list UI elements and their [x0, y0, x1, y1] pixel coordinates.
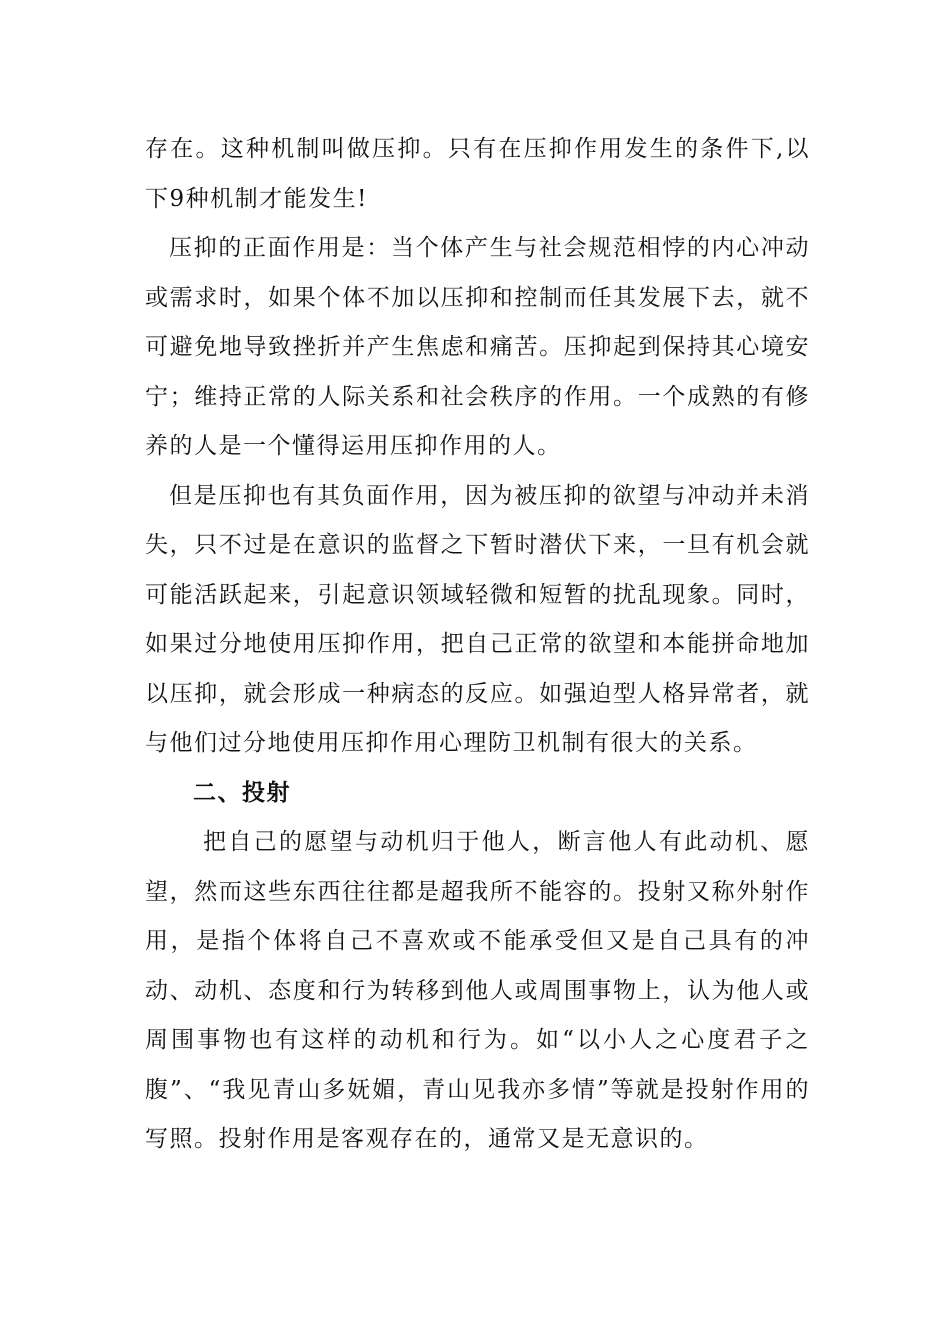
paragraph-projection: 把自己的愿望与动机归于他人，断言他人有此动机、愿望，然而这些东西往往都是超我所不能容的。投射又称外射作用，是指个体将自己不喜欢或不能承受但又是自己具有的冲动、动机、态度和行为转移到他人或周围事物上，认为他人或周围事物也有这样的动机和行为。如“以小人之心度君子之腹”、“我见青山多妩媚，青山见我亦多情”等就是投射作用的写照。投射作用是客观存在的，通常又是无意识的。 — [145, 829, 810, 1152]
paragraph-continuation: 存在。这种机制叫做压抑。只有在压抑作用发生的条件下,以下9种机制才能发生! — [145, 136, 810, 212]
paragraph-positive-effects: 压抑的正面作用是：当个体产生与社会规范相悖的内心冲动或需求时，如果个体不加以压抑和控制而任其发展下去，就不可避免地导致挫折并产生焦虑和痛苦。压抑起到保持其心境安宁；维持正常的人际关系和社会秩序的作用。一个成熟的有修养的人是一个懂得运用压抑作用的人。 — [145, 235, 810, 459]
document-body — [145, 125, 810, 1165]
section-heading: 二、投射 — [193, 779, 291, 806]
paragraph-negative-effects: 但是压抑也有其负面作用，因为被压抑的欲望与冲动并未消失，只不过是在意识的监督之下暂时潜伏下来，一旦有机会就可能活跃起来，引起意识领域轻微和短暂的扰乱现象。同时，如果过分地使用压抑作用，把自己正常的欲望和本能拼命地加以压抑，就会形成一种病态的反应。如强迫型人格异常者，就与他们过分地使用压抑作用心理防卫机制有很大的关系。 — [145, 482, 810, 756]
